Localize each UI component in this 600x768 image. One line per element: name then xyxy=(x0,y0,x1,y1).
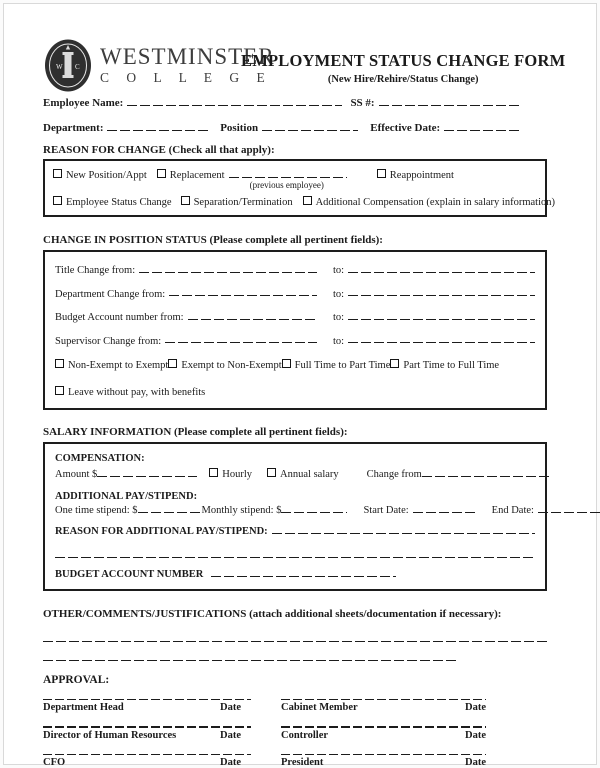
cabinet-member-signature-line[interactable] xyxy=(281,699,486,700)
date-label: Date xyxy=(220,729,241,741)
department-change-from-line[interactable] xyxy=(169,293,317,297)
position-status-box xyxy=(43,250,547,410)
fulltime-to-parttime-label: Full Time to Part Time xyxy=(294,360,391,371)
leave-without-pay-label: Leave without pay, with benefits xyxy=(68,387,206,398)
option-hourly xyxy=(209,468,252,480)
exempt-to-nonexempt-checkbox[interactable] xyxy=(168,359,177,368)
hr-director-label: Director of Human Resources xyxy=(43,729,177,741)
one-time-stipend-line[interactable] xyxy=(138,509,202,513)
fulltime-to-parttime-checkbox[interactable] xyxy=(282,359,291,368)
supervisor-change-row xyxy=(55,336,535,347)
department-change-row xyxy=(55,289,535,300)
employee-name-label: Employee Name: xyxy=(43,97,124,109)
signature-cell-cabinet-member xyxy=(281,699,486,713)
budget-account-from-label: Budget Account number from: xyxy=(55,312,184,323)
additional-comp-checkbox[interactable] xyxy=(303,196,312,205)
budget-account-label: BUDGET ACCOUNT NUMBER xyxy=(55,569,204,580)
employee-name-row xyxy=(43,97,522,109)
amount-label: Amount $ xyxy=(55,469,98,480)
budget-account-from-line[interactable] xyxy=(188,316,317,320)
start-date-line[interactable] xyxy=(413,509,477,513)
form-page xyxy=(3,3,597,768)
replacement-checkbox[interactable] xyxy=(157,169,166,178)
compensation-heading: COMPENSATION: xyxy=(55,453,145,464)
reason-additional-row-2 xyxy=(55,554,535,558)
amount-row xyxy=(55,468,535,480)
signature-cell-cfo xyxy=(43,754,251,768)
option-replacement xyxy=(157,169,347,190)
reason-box xyxy=(43,159,555,217)
cfo-signature-line[interactable] xyxy=(43,754,251,755)
parttime-to-fulltime-checkbox[interactable] xyxy=(390,359,399,368)
title-block xyxy=(241,51,565,85)
department-change-to-line[interactable] xyxy=(348,293,535,297)
previous-employee-note: (previous employee) xyxy=(249,180,324,190)
change-from-line[interactable] xyxy=(422,473,552,477)
reason-row-1 xyxy=(53,169,537,190)
option-status-change xyxy=(53,196,172,208)
comments-heading: OTHER/COMMENTS/JUSTIFICATIONS (attach additional sheets/documentation if necessary): xyxy=(43,608,502,620)
ss-line[interactable] xyxy=(379,102,522,106)
title-change-from-line[interactable] xyxy=(139,269,317,273)
reason-additional-row xyxy=(55,526,535,537)
department-line[interactable] xyxy=(107,127,208,131)
department-head-label: Department Head xyxy=(43,702,124,714)
controller-label: Controller xyxy=(281,729,329,741)
monthly-stipend-line[interactable] xyxy=(281,509,347,513)
option-new-position xyxy=(53,169,147,181)
amount-line[interactable] xyxy=(97,473,197,477)
form-subtitle: (New Hire/Rehire/Status Change) xyxy=(327,74,479,85)
budget-account-line[interactable] xyxy=(211,573,396,577)
option-parttime-to-fulltime xyxy=(390,359,499,371)
cabinet-member-label: Cabinet Member xyxy=(281,702,358,714)
date-label: Date xyxy=(220,702,241,714)
approval-row-1 xyxy=(43,699,547,713)
nonexempt-to-exempt-checkbox[interactable] xyxy=(55,359,64,368)
signature-cell-hr-director xyxy=(43,726,251,740)
svg-text:C: C xyxy=(75,63,80,71)
controller-signature-line[interactable] xyxy=(281,726,486,727)
change-from-label: Change from xyxy=(366,469,422,480)
option-nonexempt-to-exempt xyxy=(55,359,168,371)
signature-cell-president xyxy=(281,754,486,768)
title-change-to-label: to: xyxy=(333,265,345,276)
form-title: EMPLOYMENT STATUS CHANGE FORM xyxy=(241,51,566,70)
department-label: Department: xyxy=(43,122,104,134)
position-status-heading: CHANGE IN POSITION STATUS (Please complete all pertinent fields): xyxy=(43,234,383,246)
salary-heading: SALARY INFORMATION (Please complete all pertinent fields): xyxy=(43,426,348,438)
cfo-label: CFO xyxy=(43,757,66,768)
college-name-main: WESTMINSTER xyxy=(100,44,275,69)
title-change-from-label: Title Change from: xyxy=(55,265,136,276)
option-additional-comp xyxy=(303,196,555,208)
svg-text:W: W xyxy=(56,63,63,71)
reappointment-label: Reappointment xyxy=(389,170,454,181)
date-label: Date xyxy=(220,757,241,768)
comments-line-2[interactable] xyxy=(43,657,456,661)
replacement-line[interactable] xyxy=(229,174,347,178)
position-label: Position xyxy=(220,122,259,134)
nonexempt-to-exempt-label: Non-Exempt to Exempt xyxy=(68,360,169,371)
option-exempt-to-nonexempt xyxy=(168,359,281,371)
reappointment-checkbox[interactable] xyxy=(377,169,386,178)
comments-line-row-2 xyxy=(43,657,456,661)
effective-date-label: Effective Date: xyxy=(370,122,441,134)
reason-additional-label: REASON FOR ADDITIONAL PAY/STIPEND: xyxy=(55,526,268,537)
department-head-signature-line[interactable] xyxy=(43,699,251,700)
exempt-options-row xyxy=(55,359,535,371)
department-change-from-label: Department Change from: xyxy=(55,288,166,300)
budget-account-row xyxy=(55,569,535,580)
separation-checkbox[interactable] xyxy=(181,196,190,205)
position-line[interactable] xyxy=(262,127,358,131)
date-label: Date xyxy=(465,702,486,714)
approval-row-3 xyxy=(43,754,547,768)
approval-row-2 xyxy=(43,726,547,740)
employee-name-line[interactable] xyxy=(127,102,342,106)
stipend-row xyxy=(55,505,535,516)
supervisor-change-from-line[interactable] xyxy=(165,340,317,344)
option-leave-without-pay xyxy=(55,386,205,398)
new-position-checkbox[interactable] xyxy=(53,169,62,178)
annual-salary-label: Annual salary xyxy=(280,469,339,480)
leave-option-row xyxy=(55,382,535,400)
reason-row-2 xyxy=(53,196,555,208)
budget-account-to-line[interactable] xyxy=(348,316,535,320)
annual-salary-checkbox[interactable] xyxy=(267,468,276,477)
comments-line-row-1 xyxy=(43,638,547,642)
reason-heading: REASON FOR CHANGE (Check all that apply): xyxy=(43,144,275,156)
option-separation xyxy=(181,196,293,208)
department-row xyxy=(43,122,522,134)
college-seal-icon xyxy=(43,38,93,93)
date-label: Date xyxy=(465,757,486,768)
status-change-checkbox[interactable] xyxy=(53,196,62,205)
parttime-to-fulltime-label: Part Time to Full Time xyxy=(403,360,500,371)
one-time-stipend-label: One time stipend: $ xyxy=(55,505,138,516)
separation-label: Separation/Termination xyxy=(193,197,293,208)
title-change-to-line[interactable] xyxy=(348,269,535,273)
additional-pay-heading: ADDITIONAL PAY/STIPEND: xyxy=(55,491,198,502)
supervisor-change-from-label: Supervisor Change from: xyxy=(55,335,162,347)
president-label: President xyxy=(281,757,324,768)
status-change-label: Employee Status Change xyxy=(66,197,172,208)
signature-cell-department-head xyxy=(43,699,251,713)
supervisor-change-to-label: to: xyxy=(333,335,345,347)
president-signature-line[interactable] xyxy=(281,754,486,755)
approval-heading: APPROVAL: xyxy=(43,674,110,686)
hr-director-signature-line[interactable] xyxy=(43,726,251,727)
reason-additional-line[interactable] xyxy=(272,530,535,534)
date-label: Date xyxy=(465,729,486,741)
budget-account-change-row xyxy=(55,312,535,323)
signature-cell-controller xyxy=(281,726,486,740)
effective-date-line[interactable] xyxy=(444,127,522,131)
budget-account-to-label: to: xyxy=(333,312,345,323)
new-position-label: New Position/Appt xyxy=(66,170,147,181)
option-fulltime-to-parttime xyxy=(282,359,391,371)
title-change-row xyxy=(55,265,535,276)
hourly-checkbox[interactable] xyxy=(209,468,218,477)
leave-without-pay-checkbox[interactable] xyxy=(55,386,64,395)
end-date-label: End Date: xyxy=(491,505,534,516)
supervisor-change-to-line[interactable] xyxy=(348,340,535,344)
additional-comp-label: Additional Compensation (explain in salary information) xyxy=(315,197,555,208)
ss-label: SS #: xyxy=(350,97,375,109)
option-annual-salary xyxy=(267,468,339,480)
hourly-label: Hourly xyxy=(222,469,253,480)
department-change-to-label: to: xyxy=(333,288,345,300)
comments-line-1[interactable] xyxy=(43,638,547,642)
start-date-label: Start Date: xyxy=(363,505,409,516)
option-reappointment xyxy=(377,169,454,181)
replacement-label: Replacement xyxy=(169,170,225,181)
reason-additional-line-2[interactable] xyxy=(55,554,535,558)
exempt-to-nonexempt-label: Exempt to Non-Exempt xyxy=(181,360,282,371)
college-name-sub: C O L L E G E xyxy=(100,70,272,85)
college-logo xyxy=(43,38,275,93)
salary-box xyxy=(43,442,547,591)
monthly-stipend-label: Monthly stipend: $ xyxy=(201,505,282,516)
form-header xyxy=(43,38,566,93)
end-date-line[interactable] xyxy=(538,509,600,513)
